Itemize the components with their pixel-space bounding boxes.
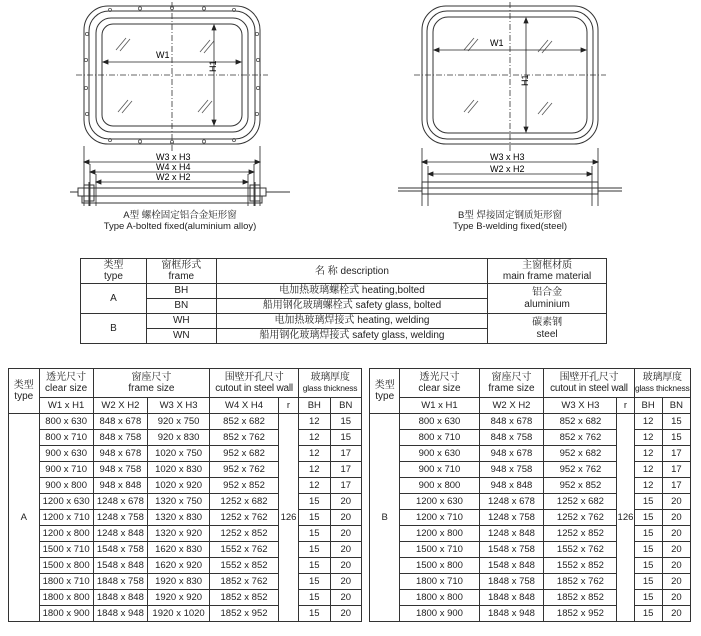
glass-bh-cell: 15 bbox=[299, 526, 330, 542]
glass-bh-cell: 15 bbox=[299, 494, 330, 510]
frame-w2h2-cell: 1848 x 758 bbox=[479, 574, 544, 590]
type-cell: B bbox=[370, 414, 400, 622]
clear-size-cell: 1200 x 630 bbox=[39, 494, 93, 510]
clear-size-cell: 900 x 710 bbox=[39, 462, 93, 478]
frame-w2h2-cell: 1248 x 758 bbox=[93, 510, 147, 526]
glass-bh-cell: 15 bbox=[634, 590, 662, 606]
glass-bh-cell: 12 bbox=[634, 462, 662, 478]
r-cell: 126 bbox=[278, 414, 298, 622]
clear-size-cell: 1500 x 800 bbox=[39, 558, 93, 574]
frame-w2h2-cell: 1848 x 848 bbox=[93, 590, 147, 606]
frame-w2h2-cell: 1848 x 848 bbox=[479, 590, 544, 606]
frame-w3h3-cell: 1020 x 920 bbox=[148, 478, 210, 494]
cutout-w3h3-cell: 1252 x 852 bbox=[544, 526, 617, 542]
header-bh: BH bbox=[299, 398, 330, 414]
header-type: 类型 type bbox=[370, 369, 400, 414]
drawing-b-h1-label: H1 bbox=[520, 74, 530, 86]
header-w1h1: W1 x H1 bbox=[400, 398, 479, 414]
header-w1h1: W1 x H1 bbox=[39, 398, 93, 414]
table-row bbox=[9, 558, 362, 574]
table-row bbox=[9, 526, 362, 542]
cutout-w3h3-cell: 1252 x 682 bbox=[544, 494, 617, 510]
table-row bbox=[370, 414, 691, 430]
type-cell: A bbox=[9, 414, 40, 622]
table-row bbox=[9, 574, 362, 590]
clear-size-cell: 1200 x 630 bbox=[400, 494, 479, 510]
clear-size-cell: 900 x 630 bbox=[39, 446, 93, 462]
cutout-w3h3-cell: 952 x 682 bbox=[544, 446, 617, 462]
cutout-w4h4-cell: 952 x 852 bbox=[210, 478, 279, 494]
frame-w2h2-cell: 1548 x 758 bbox=[93, 542, 147, 558]
glass-bn-cell: 17 bbox=[662, 478, 690, 494]
clear-size-cell: 1200 x 800 bbox=[400, 526, 479, 542]
description-cell: 电加热玻璃焊接式 heating, welding bbox=[216, 314, 487, 329]
frame-w2h2-cell: 848 x 758 bbox=[93, 430, 147, 446]
frame-w3h3-cell: 920 x 750 bbox=[148, 414, 210, 430]
header-clear-size: 透光尺寸 clear size bbox=[400, 369, 479, 398]
dimension-table-type-a bbox=[8, 368, 362, 622]
glass-bn-cell: 20 bbox=[662, 558, 690, 574]
frame-w3h3-cell: 1320 x 830 bbox=[148, 510, 210, 526]
table-row bbox=[370, 430, 691, 446]
glass-bn-cell: 20 bbox=[330, 542, 362, 558]
clear-size-cell: 800 x 630 bbox=[39, 414, 93, 430]
table-row bbox=[370, 478, 691, 494]
glass-bh-cell: 15 bbox=[299, 558, 330, 574]
glass-bh-cell: 12 bbox=[634, 478, 662, 494]
glass-bn-cell: 20 bbox=[330, 510, 362, 526]
clear-size-cell: 1800 x 800 bbox=[400, 590, 479, 606]
glass-bn-cell: 15 bbox=[662, 430, 690, 446]
glass-bn-cell: 20 bbox=[330, 590, 362, 606]
drawing-b-w1-label: W1 bbox=[490, 38, 504, 48]
clear-size-cell: 1800 x 900 bbox=[400, 606, 479, 622]
drawing-a-caption-cn: A型 螺栓固定铝合金矩形窗 bbox=[123, 210, 237, 221]
header-w2h2: W2 X H2 bbox=[93, 398, 147, 414]
frame-w3h3-cell: 1020 x 830 bbox=[148, 462, 210, 478]
frame-w2h2-cell: 1248 x 678 bbox=[479, 494, 544, 510]
cutout-w4h4-cell: 1552 x 762 bbox=[210, 542, 279, 558]
frame-cell: WN bbox=[146, 329, 216, 344]
drawing-a-w4h4-label: W4 x H4 bbox=[156, 162, 191, 172]
cutout-w3h3-cell: 852 x 762 bbox=[544, 430, 617, 446]
clear-size-cell: 1200 x 710 bbox=[39, 510, 93, 526]
frame-w3h3-cell: 1320 x 920 bbox=[148, 526, 210, 542]
frame-type-table bbox=[80, 258, 607, 344]
cutout-w4h4-cell: 1252 x 852 bbox=[210, 526, 279, 542]
header-w3h3: W3 X H3 bbox=[544, 398, 617, 414]
glass-bh-cell: 15 bbox=[299, 542, 330, 558]
clear-size-cell: 900 x 800 bbox=[39, 478, 93, 494]
glass-bn-cell: 20 bbox=[330, 558, 362, 574]
clear-size-cell: 900 x 800 bbox=[400, 478, 479, 494]
frame-w2h2-cell: 948 x 678 bbox=[479, 446, 544, 462]
clear-size-cell: 1800 x 710 bbox=[39, 574, 93, 590]
header-glass-thickness: 玻璃厚度 glass thickness bbox=[299, 369, 362, 398]
frame-w2h2-cell: 1248 x 678 bbox=[93, 494, 147, 510]
frame-w2h2-cell: 1248 x 848 bbox=[93, 526, 147, 542]
glass-bh-cell: 15 bbox=[634, 542, 662, 558]
glass-bh-cell: 15 bbox=[634, 606, 662, 622]
dimension-table-type-b bbox=[369, 368, 691, 622]
drawing-a-caption-en: Type A-bolted fixed(aluminium alloy) bbox=[103, 221, 257, 232]
table-row bbox=[370, 558, 691, 574]
table-row bbox=[9, 510, 362, 526]
frame-w2h2-cell: 1248 x 758 bbox=[479, 510, 544, 526]
table-row bbox=[9, 446, 362, 462]
cutout-w4h4-cell: 852 x 682 bbox=[210, 414, 279, 430]
glass-bn-cell: 20 bbox=[330, 494, 362, 510]
cutout-w3h3-cell: 1852 x 852 bbox=[544, 590, 617, 606]
cutout-w3h3-cell: 852 x 682 bbox=[544, 414, 617, 430]
cutout-w4h4-cell: 1852 x 762 bbox=[210, 574, 279, 590]
frame-type-header-row bbox=[81, 259, 607, 284]
glass-bh-cell: 15 bbox=[299, 606, 330, 622]
cutout-w3h3-cell: 952 x 762 bbox=[544, 462, 617, 478]
frame-w2h2-cell: 1848 x 758 bbox=[93, 574, 147, 590]
header-material: 主窗框材质 main frame material bbox=[488, 259, 607, 284]
drawing-a-h1-label: H1 bbox=[208, 60, 218, 72]
glass-bn-cell: 15 bbox=[330, 414, 362, 430]
frame-w2h2-cell: 848 x 678 bbox=[479, 414, 544, 430]
header-row bbox=[9, 369, 362, 398]
glass-bn-cell: 20 bbox=[330, 526, 362, 542]
glass-bh-cell: 12 bbox=[299, 414, 330, 430]
glass-bn-cell: 17 bbox=[330, 462, 362, 478]
table-row bbox=[9, 542, 362, 558]
glass-bn-cell: 20 bbox=[662, 590, 690, 606]
header-w4h4: W4 X H4 bbox=[210, 398, 279, 414]
frame-w3h3-cell: 1620 x 920 bbox=[148, 558, 210, 574]
cutout-w4h4-cell: 952 x 682 bbox=[210, 446, 279, 462]
frame-w3h3-cell: 1920 x 1020 bbox=[148, 606, 210, 622]
table-row bbox=[370, 462, 691, 478]
drawing-type-a bbox=[70, 2, 290, 222]
glass-bh-cell: 12 bbox=[299, 462, 330, 478]
frame-w2h2-cell: 1848 x 948 bbox=[93, 606, 147, 622]
table-row bbox=[9, 414, 362, 430]
material-cell: 碳素钢 steel bbox=[488, 314, 607, 344]
glass-bh-cell: 12 bbox=[299, 430, 330, 446]
cutout-w3h3-cell: 1852 x 762 bbox=[544, 574, 617, 590]
header-description: 名 称 description bbox=[216, 259, 487, 284]
cutout-w4h4-cell: 1852 x 852 bbox=[210, 590, 279, 606]
clear-size-cell: 1800 x 900 bbox=[39, 606, 93, 622]
cutout-w3h3-cell: 1552 x 852 bbox=[544, 558, 617, 574]
frame-w2h2-cell: 848 x 758 bbox=[479, 430, 544, 446]
table-row bbox=[9, 478, 362, 494]
frame-w2h2-cell: 948 x 848 bbox=[93, 478, 147, 494]
clear-size-cell: 1800 x 800 bbox=[39, 590, 93, 606]
description-cell: 船用钢化玻璃焊接式 safety glass, welding bbox=[216, 329, 487, 344]
frame-w3h3-cell: 1620 x 830 bbox=[148, 542, 210, 558]
drawing-a-w1-label: W1 bbox=[156, 50, 170, 60]
glass-bn-cell: 17 bbox=[330, 446, 362, 462]
table-row bbox=[370, 510, 691, 526]
glass-bh-cell: 15 bbox=[634, 494, 662, 510]
glass-bn-cell: 20 bbox=[662, 494, 690, 510]
clear-size-cell: 1500 x 710 bbox=[400, 542, 479, 558]
table-row bbox=[370, 574, 691, 590]
table-row bbox=[9, 462, 362, 478]
glass-bh-cell: 15 bbox=[634, 558, 662, 574]
glass-bn-cell: 17 bbox=[662, 446, 690, 462]
glass-bn-cell: 20 bbox=[662, 606, 690, 622]
glass-bh-cell: 15 bbox=[299, 510, 330, 526]
frame-w2h2-cell: 948 x 678 bbox=[93, 446, 147, 462]
table-row bbox=[370, 494, 691, 510]
glass-bn-cell: 20 bbox=[662, 542, 690, 558]
glass-bh-cell: 12 bbox=[299, 478, 330, 494]
table-row bbox=[81, 314, 607, 329]
clear-size-cell: 1500 x 710 bbox=[39, 542, 93, 558]
frame-w3h3-cell: 1920 x 830 bbox=[148, 574, 210, 590]
frame-cell: WH bbox=[146, 314, 216, 329]
table-row bbox=[370, 606, 691, 622]
drawing-type-b bbox=[398, 2, 622, 222]
glass-bh-cell: 12 bbox=[634, 430, 662, 446]
table-row bbox=[370, 590, 691, 606]
glass-bn-cell: 20 bbox=[662, 574, 690, 590]
drawing-a-w2h2-label: W2 x H2 bbox=[156, 172, 191, 182]
drawing-b-w2h2-label: W2 x H2 bbox=[490, 164, 525, 174]
header-r: r bbox=[617, 398, 634, 414]
header-bh: BH bbox=[634, 398, 662, 414]
header-type: 类型 type bbox=[9, 369, 40, 414]
header-cutout: 围壁开孔尺寸 cutout in steel wall bbox=[544, 369, 634, 398]
material-cell: 铝合金 aluminium bbox=[488, 284, 607, 314]
frame-w3h3-cell: 1320 x 750 bbox=[148, 494, 210, 510]
cutout-w4h4-cell: 1552 x 852 bbox=[210, 558, 279, 574]
clear-size-cell: 1500 x 800 bbox=[400, 558, 479, 574]
glass-bn-cell: 15 bbox=[662, 414, 690, 430]
glass-bn-cell: 17 bbox=[662, 462, 690, 478]
clear-size-cell: 900 x 630 bbox=[400, 446, 479, 462]
cutout-w4h4-cell: 852 x 762 bbox=[210, 430, 279, 446]
clear-size-cell: 1200 x 800 bbox=[39, 526, 93, 542]
glass-bh-cell: 12 bbox=[634, 446, 662, 462]
glass-bn-cell: 15 bbox=[330, 430, 362, 446]
frame-w2h2-cell: 1248 x 848 bbox=[479, 526, 544, 542]
clear-size-cell: 1800 x 710 bbox=[400, 574, 479, 590]
clear-size-cell: 800 x 710 bbox=[400, 430, 479, 446]
frame-w2h2-cell: 948 x 848 bbox=[479, 478, 544, 494]
table-row bbox=[9, 430, 362, 446]
drawing-b-caption-cn: B型 焊接固定钢质矩形窗 bbox=[458, 210, 562, 221]
header-clear-size: 透光尺寸 clear size bbox=[39, 369, 93, 398]
table-row bbox=[81, 284, 607, 299]
table-row bbox=[370, 542, 691, 558]
frame-w2h2-cell: 848 x 678 bbox=[93, 414, 147, 430]
header-type: 类型 type bbox=[81, 259, 147, 284]
table-row bbox=[9, 494, 362, 510]
table-row bbox=[9, 606, 362, 622]
header-row bbox=[370, 398, 691, 414]
frame-w2h2-cell: 1548 x 848 bbox=[479, 558, 544, 574]
header-w3h3: W3 X H3 bbox=[148, 398, 210, 414]
frame-w3h3-cell: 920 x 830 bbox=[148, 430, 210, 446]
header-bn: BN bbox=[662, 398, 690, 414]
glass-bh-cell: 15 bbox=[299, 590, 330, 606]
frame-w2h2-cell: 948 x 758 bbox=[93, 462, 147, 478]
header-frame-size: 窗座尺寸 frame size bbox=[479, 369, 544, 398]
table-row bbox=[9, 590, 362, 606]
frame-w3h3-cell: 1020 x 750 bbox=[148, 446, 210, 462]
header-frame: 窗框形式 frame bbox=[146, 259, 216, 284]
header-glass-thickness: 玻璃厚度 glass thickness bbox=[634, 369, 690, 398]
glass-bh-cell: 15 bbox=[634, 526, 662, 542]
drawing-b-w3h3-label: W3 x H3 bbox=[490, 152, 525, 162]
header-row bbox=[370, 369, 691, 398]
header-r: r bbox=[278, 398, 298, 414]
glass-bn-cell: 20 bbox=[662, 510, 690, 526]
header-frame-size: 窗座尺寸 frame size bbox=[93, 369, 209, 398]
glass-bh-cell: 15 bbox=[634, 574, 662, 590]
frame-w2h2-cell: 1548 x 758 bbox=[479, 542, 544, 558]
type-cell: A bbox=[81, 284, 147, 314]
cutout-w3h3-cell: 1852 x 952 bbox=[544, 606, 617, 622]
frame-w2h2-cell: 1848 x 948 bbox=[479, 606, 544, 622]
type-cell: B bbox=[81, 314, 147, 344]
glass-bn-cell: 20 bbox=[662, 526, 690, 542]
frame-w3h3-cell: 1920 x 920 bbox=[148, 590, 210, 606]
cutout-w3h3-cell: 1552 x 762 bbox=[544, 542, 617, 558]
description-cell: 船用钢化玻璃螺栓式 safety glass, bolted bbox=[216, 299, 487, 314]
cutout-w3h3-cell: 952 x 852 bbox=[544, 478, 617, 494]
glass-bn-cell: 20 bbox=[330, 574, 362, 590]
cutout-w4h4-cell: 952 x 762 bbox=[210, 462, 279, 478]
cutout-w4h4-cell: 1252 x 682 bbox=[210, 494, 279, 510]
frame-cell: BH bbox=[146, 284, 216, 299]
r-cell: 126 bbox=[617, 414, 634, 622]
cutout-w3h3-cell: 1252 x 762 bbox=[544, 510, 617, 526]
glass-bh-cell: 12 bbox=[634, 414, 662, 430]
glass-bh-cell: 12 bbox=[299, 446, 330, 462]
drawing-b-caption-en: Type B-welding fixed(steel) bbox=[452, 221, 568, 232]
clear-size-cell: 1200 x 710 bbox=[400, 510, 479, 526]
cutout-w4h4-cell: 1252 x 762 bbox=[210, 510, 279, 526]
header-bn: BN bbox=[330, 398, 362, 414]
header-cutout: 围壁开孔尺寸 cutout in steel wall bbox=[210, 369, 299, 398]
frame-cell: BN bbox=[146, 299, 216, 314]
glass-bn-cell: 20 bbox=[330, 606, 362, 622]
table-row bbox=[370, 526, 691, 542]
header-row bbox=[9, 398, 362, 414]
frame-w2h2-cell: 1548 x 848 bbox=[93, 558, 147, 574]
clear-size-cell: 900 x 710 bbox=[400, 462, 479, 478]
glass-bh-cell: 15 bbox=[299, 574, 330, 590]
table-row bbox=[370, 446, 691, 462]
header-w2h2: W2 X H2 bbox=[479, 398, 544, 414]
drawing-a-w3h3-label: W3 x H3 bbox=[156, 152, 191, 162]
glass-bn-cell: 17 bbox=[330, 478, 362, 494]
frame-w2h2-cell: 948 x 758 bbox=[479, 462, 544, 478]
glass-bh-cell: 15 bbox=[634, 510, 662, 526]
clear-size-cell: 800 x 630 bbox=[400, 414, 479, 430]
description-cell: 电加热玻璃螺栓式 heating,bolted bbox=[216, 284, 487, 299]
cutout-w4h4-cell: 1852 x 952 bbox=[210, 606, 279, 622]
clear-size-cell: 800 x 710 bbox=[39, 430, 93, 446]
